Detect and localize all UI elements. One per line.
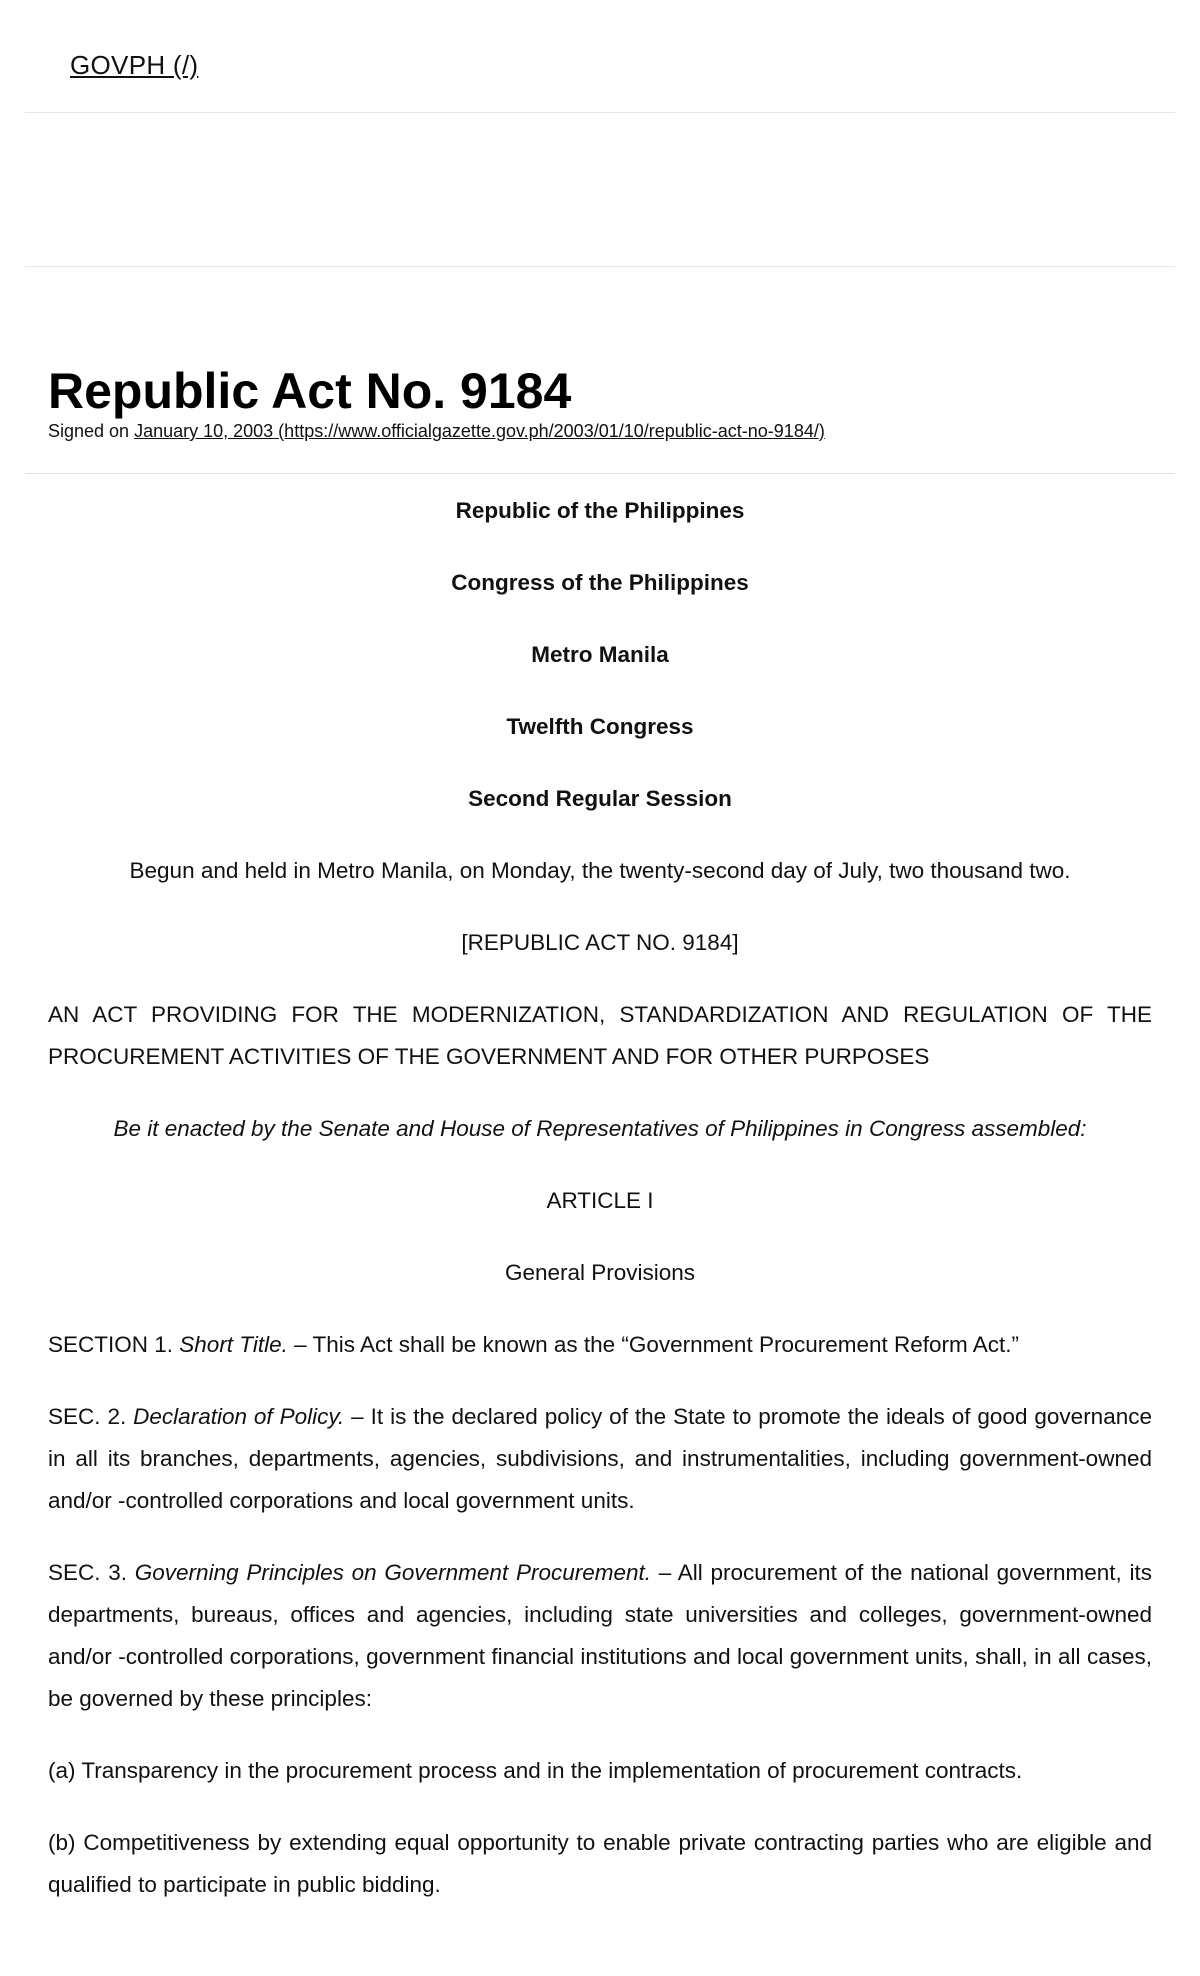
section-text: – All procurement of the national government, its departments, bureaus, offices and agencies, including state universities and colleges, government-owned and/or -controlled corporations, government financial institutions and local government units, shall, in all cases, be governed by these principles: — [48, 1560, 1152, 1711]
section-text: – This Act shall be known as the “Government Procurement Reform Act.” — [287, 1332, 1020, 1357]
banner-area — [25, 113, 1175, 267]
article-number: ARTICLE I — [546, 1188, 654, 1213]
section-heading: Governing Principles on Government Procurement. — [134, 1560, 651, 1585]
congress-number-heading: Twelfth Congress — [506, 714, 694, 739]
signed-date-link[interactable]: January 10, 2003 (https://www.officialgazette.gov.ph/2003/01/10/republic-act-no-9184/) — [134, 421, 825, 441]
principle-a: (a) Transparency in the procurement process and in the implementation of procurement contracts. — [48, 1758, 1023, 1783]
section-3 — [48, 1552, 1152, 1720]
congress-heading: Congress of the Philippines — [451, 570, 749, 595]
republic-heading: Republic of the Philippines — [455, 498, 745, 523]
govph-home-link[interactable]: GOVPH (/) — [70, 50, 199, 80]
location-heading: Metro Manila — [531, 642, 669, 667]
signed-prefix: Signed on — [48, 421, 135, 441]
article-title: General Provisions — [504, 1260, 696, 1285]
section-heading: Declaration of Policy. — [133, 1404, 345, 1429]
principle-b: (b) Competitiveness by extending equal opportunity to enable private contracting parties who are eligible and qualified to participate in public bidding. — [48, 1830, 1152, 1897]
begun-statement: Begun and held in Metro Manila, on Monday, the twenty-second day of July, two thousand two. — [129, 858, 1071, 883]
act-title: AN ACT PROVIDING FOR THE MODERNIZATION, STANDARDIZATION AND REGULATION OF THE PROCUREMENT ACTIVITIES OF THE GOVERNMENT AND FOR OTHER PURPOSES — [48, 1002, 1152, 1069]
signed-date-line — [48, 421, 825, 442]
section-heading: Short Title. — [179, 1332, 288, 1357]
section-2 — [48, 1396, 1152, 1522]
section-label: SEC. 2. — [48, 1404, 134, 1429]
session-heading: Second Regular Session — [468, 786, 732, 811]
section-1 — [48, 1324, 1152, 1366]
section-label: SEC. 3. — [48, 1560, 135, 1585]
section-label: SECTION 1. — [48, 1332, 180, 1357]
document-body — [48, 490, 1152, 1936]
page-title: Republic Act No. 9184 — [48, 363, 572, 419]
document-header — [25, 267, 1175, 474]
enacting-clause: Be it enacted by the Senate and House of Representatives of Philippines in Congress assembled: — [113, 1116, 1087, 1141]
top-navigation-bar — [25, 0, 1175, 113]
section-text: – It is the declared policy of the State to promote the ideals of good governance in all its branches, departments, agencies, subdivisions, and instrumentalities, including government-owned and/or -controlled corporations and local government units. — [48, 1404, 1152, 1513]
act-number: [REPUBLIC ACT NO. 9184] — [461, 930, 739, 955]
